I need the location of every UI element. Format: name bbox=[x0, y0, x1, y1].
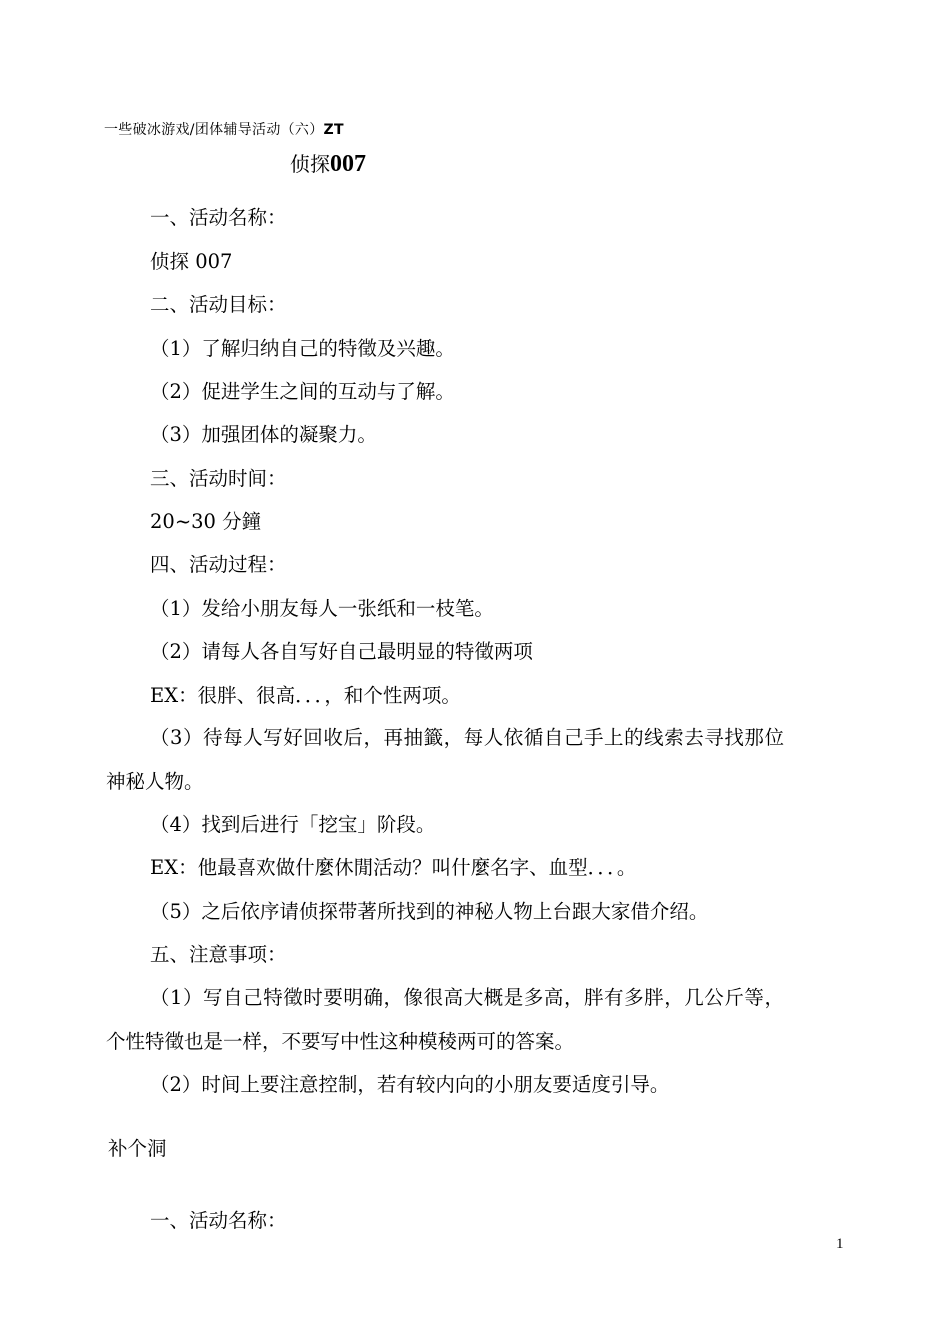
goal-item-1: （1）了解归纳自己的特徵及兴趣。 bbox=[150, 337, 455, 360]
header-suffix: ZT bbox=[323, 122, 344, 138]
section-title-bu-ge-dong: 补个洞 bbox=[108, 1137, 167, 1160]
section-heading-time: 三、活动时间： bbox=[150, 467, 287, 490]
title-number: 007 bbox=[330, 151, 366, 177]
note-item-1: （1）写自己特徵时要明确，像很高大概是多高，胖有多胖，几公斤等， bbox=[150, 986, 785, 1009]
section-heading-goals: 二、活动目标： bbox=[150, 293, 287, 316]
header-text: 一些破冰游戏/团体辅导活动（六） bbox=[104, 122, 324, 138]
process-step-3-continued: 神秘人物。 bbox=[106, 770, 204, 793]
document-header bbox=[104, 119, 344, 139]
process-step-1: （1）发给小朋友每人一张纸和一枝笔。 bbox=[150, 597, 494, 620]
activity-time-value: 20~30 分鐘 bbox=[150, 510, 262, 533]
section-heading-notes: 五、注意事项： bbox=[150, 943, 287, 966]
page-title bbox=[290, 148, 366, 178]
goal-item-2: （2）促进学生之间的互动与了解。 bbox=[150, 380, 455, 403]
goal-item-3: （3）加强团体的凝聚力。 bbox=[150, 423, 377, 446]
note-item-2: （2）时间上要注意控制，若有较内向的小朋友要适度引导。 bbox=[150, 1073, 670, 1096]
process-step-3: （3）待每人写好回收后，再抽籤，每人依循自己手上的线索去寻找那位 bbox=[150, 726, 785, 749]
process-step-2: （2）请每人各自写好自己最明显的特徵两项 bbox=[150, 640, 533, 663]
activity-name-value: 侦探 007 bbox=[150, 250, 233, 273]
page-number: 1 bbox=[836, 1236, 844, 1252]
note-item-1-continued: 个性特徵也是一样，不要写中性这种模稜两可的答案。 bbox=[106, 1030, 575, 1053]
process-step-4: （4）找到后进行「挖宝」阶段。 bbox=[150, 813, 436, 836]
process-step-5: （5）之后依序请侦探带著所找到的神秘人物上台跟大家借介绍。 bbox=[150, 900, 709, 923]
title-text: 侦探 bbox=[290, 152, 330, 176]
section-heading-process: 四、活动过程： bbox=[150, 553, 287, 576]
process-example-2: EX：他最喜欢做什麼休閒活动？叫什麼名字、血型．．．。 bbox=[150, 856, 637, 879]
process-example-1: EX：很胖、很高．．．，和个性两项。 bbox=[150, 684, 461, 707]
section2-heading-name: 一、活动名称： bbox=[150, 1209, 287, 1232]
section-heading-name: 一、活动名称： bbox=[150, 206, 287, 229]
